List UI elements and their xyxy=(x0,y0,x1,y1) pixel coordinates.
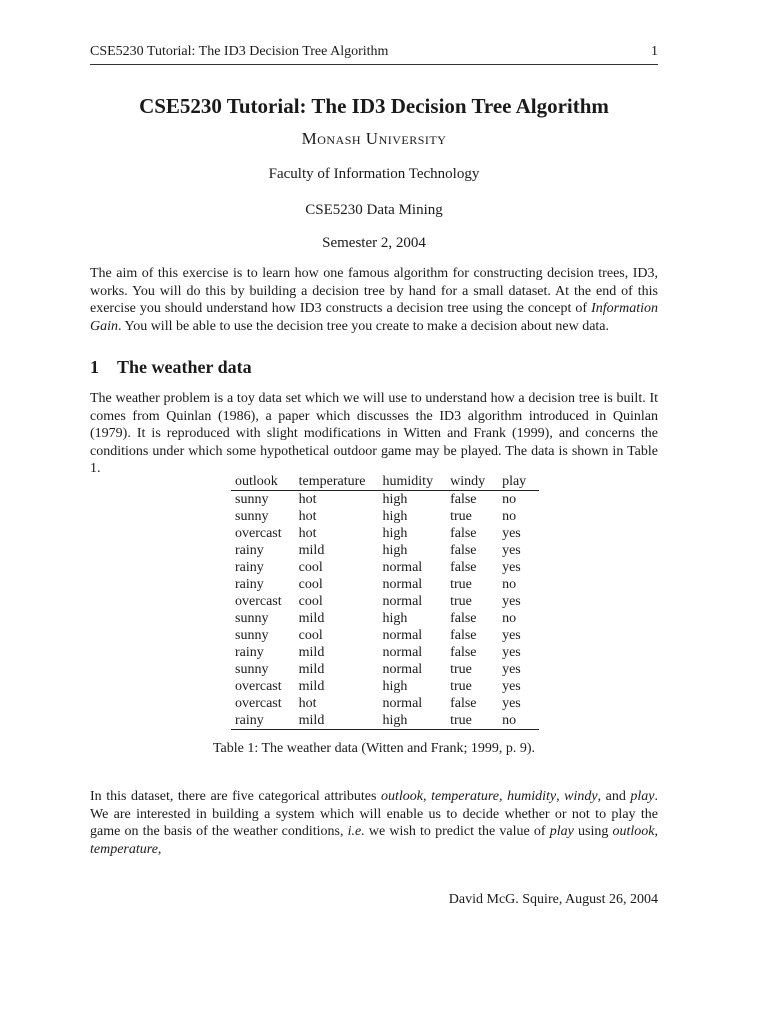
table-cell: yes xyxy=(502,526,521,541)
semester-line: Semester 2, 2004 xyxy=(322,235,426,251)
table-row xyxy=(231,678,539,695)
table-cell: high xyxy=(382,509,408,524)
closing-paragraph xyxy=(90,788,658,858)
closing-text: , xyxy=(654,824,658,840)
table-cell: rainy xyxy=(235,560,264,575)
table-cell: no xyxy=(502,611,517,626)
table-cell: cool xyxy=(298,594,323,609)
table-cell: false xyxy=(450,611,477,626)
table-row xyxy=(231,644,539,661)
table-cell: yes xyxy=(502,696,521,711)
closing-text: , xyxy=(157,841,162,857)
table-cell: true xyxy=(450,509,472,524)
attribute-name: temperature xyxy=(431,789,500,804)
table-body xyxy=(231,491,539,730)
weather-data-table xyxy=(231,472,539,730)
table-cell: no xyxy=(498,712,539,730)
table-cell: rainy xyxy=(235,577,264,592)
attribute-name: humidity xyxy=(507,789,557,804)
closing-text: , and xyxy=(597,789,631,804)
table-cell: mild xyxy=(298,662,325,677)
attribute-name: play xyxy=(549,824,574,840)
table-cell: high xyxy=(382,492,408,507)
table-cell: false xyxy=(450,526,477,541)
table-cell: hot xyxy=(298,509,317,524)
closing-text: . We are interested in building a system which will enable us to decide whether or not to play the game on the basis of the weather conditions, xyxy=(90,789,659,840)
table-cell: yes xyxy=(502,560,521,575)
closing-text: , xyxy=(423,789,432,804)
table-cell: high xyxy=(382,543,408,558)
faculty-line: Faculty of Information Technology xyxy=(268,166,480,182)
table-cell: false xyxy=(450,543,477,558)
running-head-title: CSE5230 Tutorial: The ID3 Decision Tree Algorithm xyxy=(90,44,389,59)
table-cell: yes xyxy=(502,543,521,558)
section-title: The weather data xyxy=(117,357,252,377)
table-cell: yes xyxy=(502,594,521,609)
closing-text: , xyxy=(556,789,565,804)
table-cell: normal xyxy=(382,628,423,643)
table-cell: hot xyxy=(298,492,317,507)
table-cell: sunny xyxy=(235,509,269,524)
table-cell: overcast xyxy=(235,696,282,711)
table-cell: mild xyxy=(298,645,325,660)
table-row xyxy=(231,508,539,525)
table-cell: mild xyxy=(298,679,325,694)
table-cell: yes xyxy=(502,628,521,643)
course-line: CSE5230 Data Mining xyxy=(305,202,443,218)
table-cell: sunny xyxy=(235,628,269,643)
table-cell: hot xyxy=(298,526,317,541)
table-cell: mild xyxy=(298,543,325,558)
table-cell: mild xyxy=(295,712,379,730)
table-header-cell: outlook xyxy=(231,472,295,491)
table-cell: overcast xyxy=(235,594,282,609)
table-row xyxy=(231,610,539,627)
table-cell: normal xyxy=(382,594,423,609)
table-cell: mild xyxy=(298,611,325,626)
document-title: CSE5230 Tutorial: The ID3 Decision Tree Algorithm xyxy=(139,94,609,118)
section-paragraph: The weather problem is a toy data set which we will use to understand how a decision tree is built. It comes from Quinlan (1986), a paper which discusses the ID3 algorithm introduced in Quinlan (1979). It is reproduced with slight modifications in Witten and Frank (1999), and concerns the conditions under which some hypothetical outdoor game may be played. The data is shown in Table 1. xyxy=(90,391,658,477)
header-rule xyxy=(90,64,658,65)
table-cell: cool xyxy=(298,577,323,592)
attribute-name: outlook xyxy=(612,824,655,840)
table-cell: false xyxy=(450,492,477,507)
table-cell: yes xyxy=(502,645,521,660)
table-cell: cool xyxy=(298,560,323,575)
intro-text-1: The aim of this exercise is to learn how one famous algorithm for constructing decision trees, ID3, works. You will do this by building a decision tree by hand for a small dataset. At the end of this exercise you should understand how ID3 constructs a decision tree using the concept of xyxy=(90,266,658,317)
table-cell: sunny xyxy=(235,611,269,626)
table-header-cell: humidity xyxy=(379,472,447,491)
closing-text: , xyxy=(499,789,508,804)
table-header-cell: windy xyxy=(446,472,498,491)
table-row xyxy=(231,559,539,576)
table-cell: true xyxy=(450,577,472,592)
intro-paragraph xyxy=(90,265,658,335)
section-number: 1 xyxy=(90,357,99,377)
table-cell: cool xyxy=(298,628,323,643)
running-head xyxy=(90,44,658,60)
table-cell: yes xyxy=(502,662,521,677)
section-heading xyxy=(90,356,658,378)
table-cell: sunny xyxy=(235,492,269,507)
intro-text-2: . You will be able to use the decision tree you create to make a decision about new data. xyxy=(118,318,610,334)
table-cell: high xyxy=(382,611,408,626)
table-cell: true xyxy=(450,662,472,677)
table-cell: overcast xyxy=(235,679,282,694)
intro-emphasis: Information Gain xyxy=(90,301,658,334)
university-name: Monash University xyxy=(301,129,447,148)
table-cell: high xyxy=(382,526,408,541)
attribute-name: outlook xyxy=(381,789,424,804)
table-row xyxy=(231,627,539,644)
table-header-cell: play xyxy=(498,472,539,491)
attribute-name: play xyxy=(630,789,655,804)
table-row xyxy=(231,576,539,593)
table-cell: normal xyxy=(382,645,423,660)
table-row xyxy=(231,542,539,559)
table-cell: false xyxy=(450,696,477,711)
table-cell: normal xyxy=(382,560,423,575)
table-cell: normal xyxy=(382,577,423,592)
table-cell: false xyxy=(450,628,477,643)
table-cell: rainy xyxy=(231,712,295,730)
attribute-name: windy xyxy=(564,789,598,804)
table-cell: sunny xyxy=(235,662,269,677)
page-number: 1 xyxy=(651,44,658,59)
table-cell: no xyxy=(502,492,517,507)
table-cell: false xyxy=(450,560,477,575)
table-cell: overcast xyxy=(235,526,282,541)
table-cell: no xyxy=(502,577,517,592)
table-cell: false xyxy=(450,645,477,660)
table-cell: high xyxy=(379,712,447,730)
closing-text: using xyxy=(573,824,613,840)
table-row xyxy=(231,712,539,730)
table-cell: normal xyxy=(382,696,423,711)
closing-text: In this dataset, there are five categorical attributes xyxy=(90,789,382,804)
table-row xyxy=(231,491,539,509)
closing-text: we wish to predict the value of xyxy=(364,824,550,840)
table-cell: normal xyxy=(382,662,423,677)
table-cell: yes xyxy=(502,679,521,694)
table-cell: true xyxy=(450,679,472,694)
table-row xyxy=(231,525,539,542)
table-cell: no xyxy=(502,509,517,524)
table-cell: hot xyxy=(298,696,317,711)
table-row xyxy=(231,695,539,712)
page-footer: David McG. Squire, August 26, 2004 xyxy=(448,892,658,907)
table-caption: Table 1: The weather data (Witten and Frank; 1999, p. 9). xyxy=(212,741,536,756)
table-cell: rainy xyxy=(235,543,264,558)
latin-abbreviation: i.e. xyxy=(347,824,365,840)
table-row xyxy=(231,593,539,610)
table-cell: true xyxy=(450,594,472,609)
attribute-name: temperature xyxy=(90,841,158,857)
table-row xyxy=(231,661,539,678)
table-cell: true xyxy=(446,712,498,730)
table-header-row xyxy=(231,472,539,491)
table-cell: rainy xyxy=(235,645,264,660)
table-header-cell: temperature xyxy=(295,472,379,491)
table-cell: high xyxy=(382,679,408,694)
